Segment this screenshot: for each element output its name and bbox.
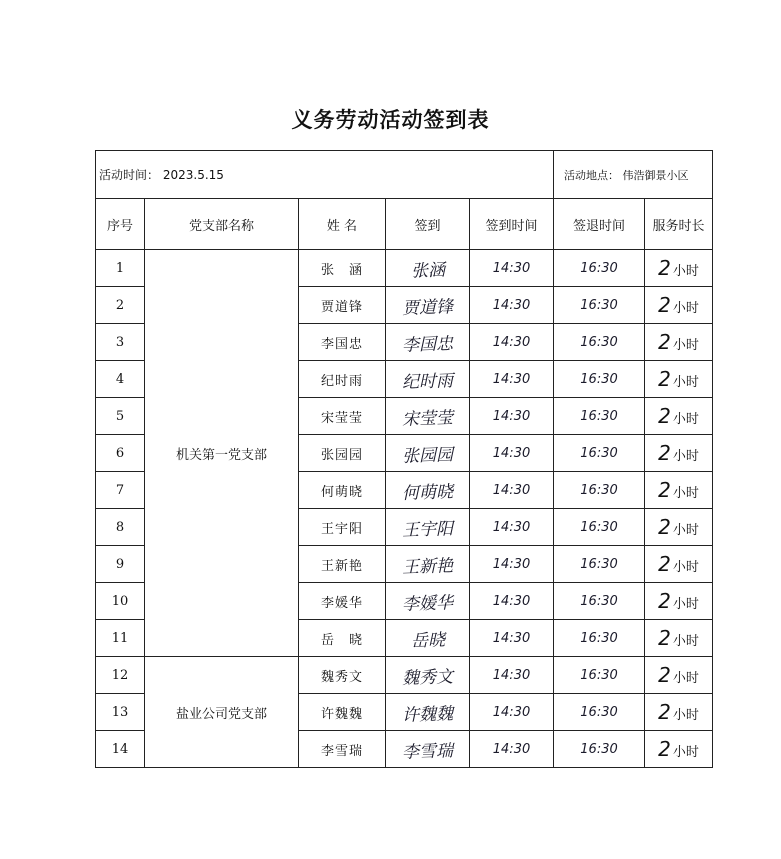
sign-in-time: 14:30 xyxy=(470,435,554,472)
handwritten-signature xyxy=(386,435,470,472)
header-sign-out-time: 签退时间 xyxy=(554,199,645,250)
sign-out-time: 16:30 xyxy=(554,398,645,435)
sign-out-time: 16:30 xyxy=(554,583,645,620)
person-name: 宋莹莹 xyxy=(299,398,386,435)
duration-unit: 小时 xyxy=(672,745,699,760)
sign-out-time: 16:30 xyxy=(554,731,645,768)
activity-time-label: 活动时间： xyxy=(99,168,160,182)
duration-unit: 小时 xyxy=(672,634,699,649)
handwritten-signature xyxy=(386,694,470,731)
activity-place xyxy=(554,151,713,199)
sign-out-time: 16:30 xyxy=(554,324,645,361)
handwritten-signature xyxy=(386,361,470,398)
duration-unit: 小时 xyxy=(672,708,699,723)
signature-text: 张园园 xyxy=(401,444,454,467)
signature-text: 王新艳 xyxy=(401,555,454,578)
sign-in-time: 14:30 xyxy=(470,657,554,694)
signature-text: 张涵 xyxy=(410,259,445,282)
signature-text: 李国忠 xyxy=(401,333,454,356)
duration-unit: 小时 xyxy=(672,597,699,612)
row-seq: 11 xyxy=(96,620,145,657)
person-name: 张 涵 xyxy=(299,250,386,287)
sign-in-time: 14:30 xyxy=(470,250,554,287)
sign-out-time: 16:30 xyxy=(554,694,645,731)
service-duration xyxy=(645,361,713,398)
duration-unit: 小时 xyxy=(672,486,699,501)
duration-value: 2 xyxy=(658,293,671,317)
person-name: 张园园 xyxy=(299,435,386,472)
sign-in-table xyxy=(95,150,713,768)
row-seq: 8 xyxy=(96,509,145,546)
duration-unit: 小时 xyxy=(672,523,699,538)
handwritten-signature xyxy=(386,472,470,509)
handwritten-signature xyxy=(386,546,470,583)
duration-unit: 小时 xyxy=(672,671,699,686)
row-seq: 7 xyxy=(96,472,145,509)
signature-text: 岳晓 xyxy=(410,629,445,652)
activity-place-value: 伟浩御景小区 xyxy=(622,168,689,182)
duration-value: 2 xyxy=(658,256,671,280)
service-duration xyxy=(645,546,713,583)
person-name: 岳 晓 xyxy=(299,620,386,657)
row-seq: 13 xyxy=(96,694,145,731)
duration-value: 2 xyxy=(658,663,671,687)
service-duration xyxy=(645,694,713,731)
service-duration xyxy=(645,398,713,435)
signature-text: 王宇阳 xyxy=(401,518,454,541)
sign-in-time: 14:30 xyxy=(470,324,554,361)
table-row xyxy=(96,657,713,694)
sign-in-time: 14:30 xyxy=(470,509,554,546)
activity-time-value: 2023.5.15 xyxy=(162,168,224,182)
duration-unit: 小时 xyxy=(672,449,699,464)
row-seq: 3 xyxy=(96,324,145,361)
department-name: 机关第一党支部 xyxy=(145,250,299,657)
header-signature: 签到 xyxy=(386,199,470,250)
sign-out-time: 16:30 xyxy=(554,657,645,694)
person-name: 王宇阳 xyxy=(299,509,386,546)
handwritten-signature xyxy=(386,324,470,361)
header-service-duration: 服务时长 xyxy=(645,199,713,250)
service-duration xyxy=(645,287,713,324)
activity-place-label: 活动地点： xyxy=(564,168,620,182)
header-sign-in-time: 签到时间 xyxy=(470,199,554,250)
duration-value: 2 xyxy=(658,515,671,539)
sign-out-time: 16:30 xyxy=(554,472,645,509)
handwritten-signature xyxy=(386,398,470,435)
activity-time xyxy=(96,151,554,199)
person-name: 何萌晓 xyxy=(299,472,386,509)
signature-text: 李媛华 xyxy=(401,592,454,615)
sign-out-time: 16:30 xyxy=(554,509,645,546)
duration-value: 2 xyxy=(658,552,671,576)
duration-unit: 小时 xyxy=(672,338,699,353)
sign-out-time: 16:30 xyxy=(554,546,645,583)
sign-out-time: 16:30 xyxy=(554,287,645,324)
duration-value: 2 xyxy=(658,626,671,650)
row-seq: 5 xyxy=(96,398,145,435)
header-dept: 党支部名称 xyxy=(145,199,299,250)
handwritten-signature xyxy=(386,657,470,694)
signature-text: 何萌晓 xyxy=(401,481,454,504)
sign-in-time: 14:30 xyxy=(470,398,554,435)
header-seq: 序号 xyxy=(96,199,145,250)
duration-value: 2 xyxy=(658,700,671,724)
duration-unit: 小时 xyxy=(672,375,699,390)
person-name: 纪时雨 xyxy=(299,361,386,398)
sign-in-time: 14:30 xyxy=(470,472,554,509)
row-seq: 12 xyxy=(96,657,145,694)
duration-value: 2 xyxy=(658,478,671,502)
duration-value: 2 xyxy=(658,367,671,391)
service-duration xyxy=(645,620,713,657)
row-seq: 1 xyxy=(96,250,145,287)
department-name: 盐业公司党支部 xyxy=(145,657,299,768)
person-name: 许魏魏 xyxy=(299,694,386,731)
sign-in-time: 14:30 xyxy=(470,620,554,657)
person-name: 李国忠 xyxy=(299,324,386,361)
handwritten-signature xyxy=(386,287,470,324)
duration-unit: 小时 xyxy=(672,560,699,575)
row-seq: 9 xyxy=(96,546,145,583)
person-name: 魏秀文 xyxy=(299,657,386,694)
duration-unit: 小时 xyxy=(672,264,699,279)
service-duration xyxy=(645,472,713,509)
signature-text: 许魏魏 xyxy=(401,703,454,726)
row-seq: 6 xyxy=(96,435,145,472)
handwritten-signature xyxy=(386,509,470,546)
row-seq: 2 xyxy=(96,287,145,324)
duration-value: 2 xyxy=(658,404,671,428)
handwritten-signature xyxy=(386,620,470,657)
sign-in-time: 14:30 xyxy=(470,694,554,731)
sign-in-time: 14:30 xyxy=(470,361,554,398)
signature-text: 魏秀文 xyxy=(401,666,454,689)
sign-out-time: 16:30 xyxy=(554,361,645,398)
signature-text: 李雪瑞 xyxy=(401,740,454,763)
person-name: 李媛华 xyxy=(299,583,386,620)
sign-out-time: 16:30 xyxy=(554,620,645,657)
person-name: 李雪瑞 xyxy=(299,731,386,768)
header-name: 姓 名 xyxy=(299,199,386,250)
row-seq: 10 xyxy=(96,583,145,620)
sign-in-time: 14:30 xyxy=(470,287,554,324)
service-duration xyxy=(645,250,713,287)
table-row xyxy=(96,250,713,287)
signature-text: 宋莹莹 xyxy=(401,407,454,430)
handwritten-signature xyxy=(386,250,470,287)
duration-value: 2 xyxy=(658,589,671,613)
service-duration xyxy=(645,509,713,546)
duration-value: 2 xyxy=(658,330,671,354)
duration-value: 2 xyxy=(658,441,671,465)
sign-in-time: 14:30 xyxy=(470,583,554,620)
handwritten-signature xyxy=(386,731,470,768)
sign-in-time: 14:30 xyxy=(470,546,554,583)
duration-unit: 小时 xyxy=(672,412,699,427)
row-seq: 14 xyxy=(96,731,145,768)
handwritten-signature xyxy=(386,583,470,620)
sign-out-time: 16:30 xyxy=(554,250,645,287)
signature-text: 纪时雨 xyxy=(401,370,454,393)
sign-in-time: 14:30 xyxy=(470,731,554,768)
service-duration xyxy=(645,657,713,694)
service-duration xyxy=(645,435,713,472)
duration-unit: 小时 xyxy=(672,301,699,316)
duration-value: 2 xyxy=(658,737,671,761)
person-name: 王新艳 xyxy=(299,546,386,583)
sign-out-time: 16:30 xyxy=(554,435,645,472)
service-duration xyxy=(645,583,713,620)
person-name: 贾道锋 xyxy=(299,287,386,324)
signature-text: 贾道锋 xyxy=(401,296,454,319)
service-duration xyxy=(645,731,713,768)
page-title: 义务劳动活动签到表 xyxy=(291,107,490,132)
row-seq: 4 xyxy=(96,361,145,398)
service-duration xyxy=(645,324,713,361)
